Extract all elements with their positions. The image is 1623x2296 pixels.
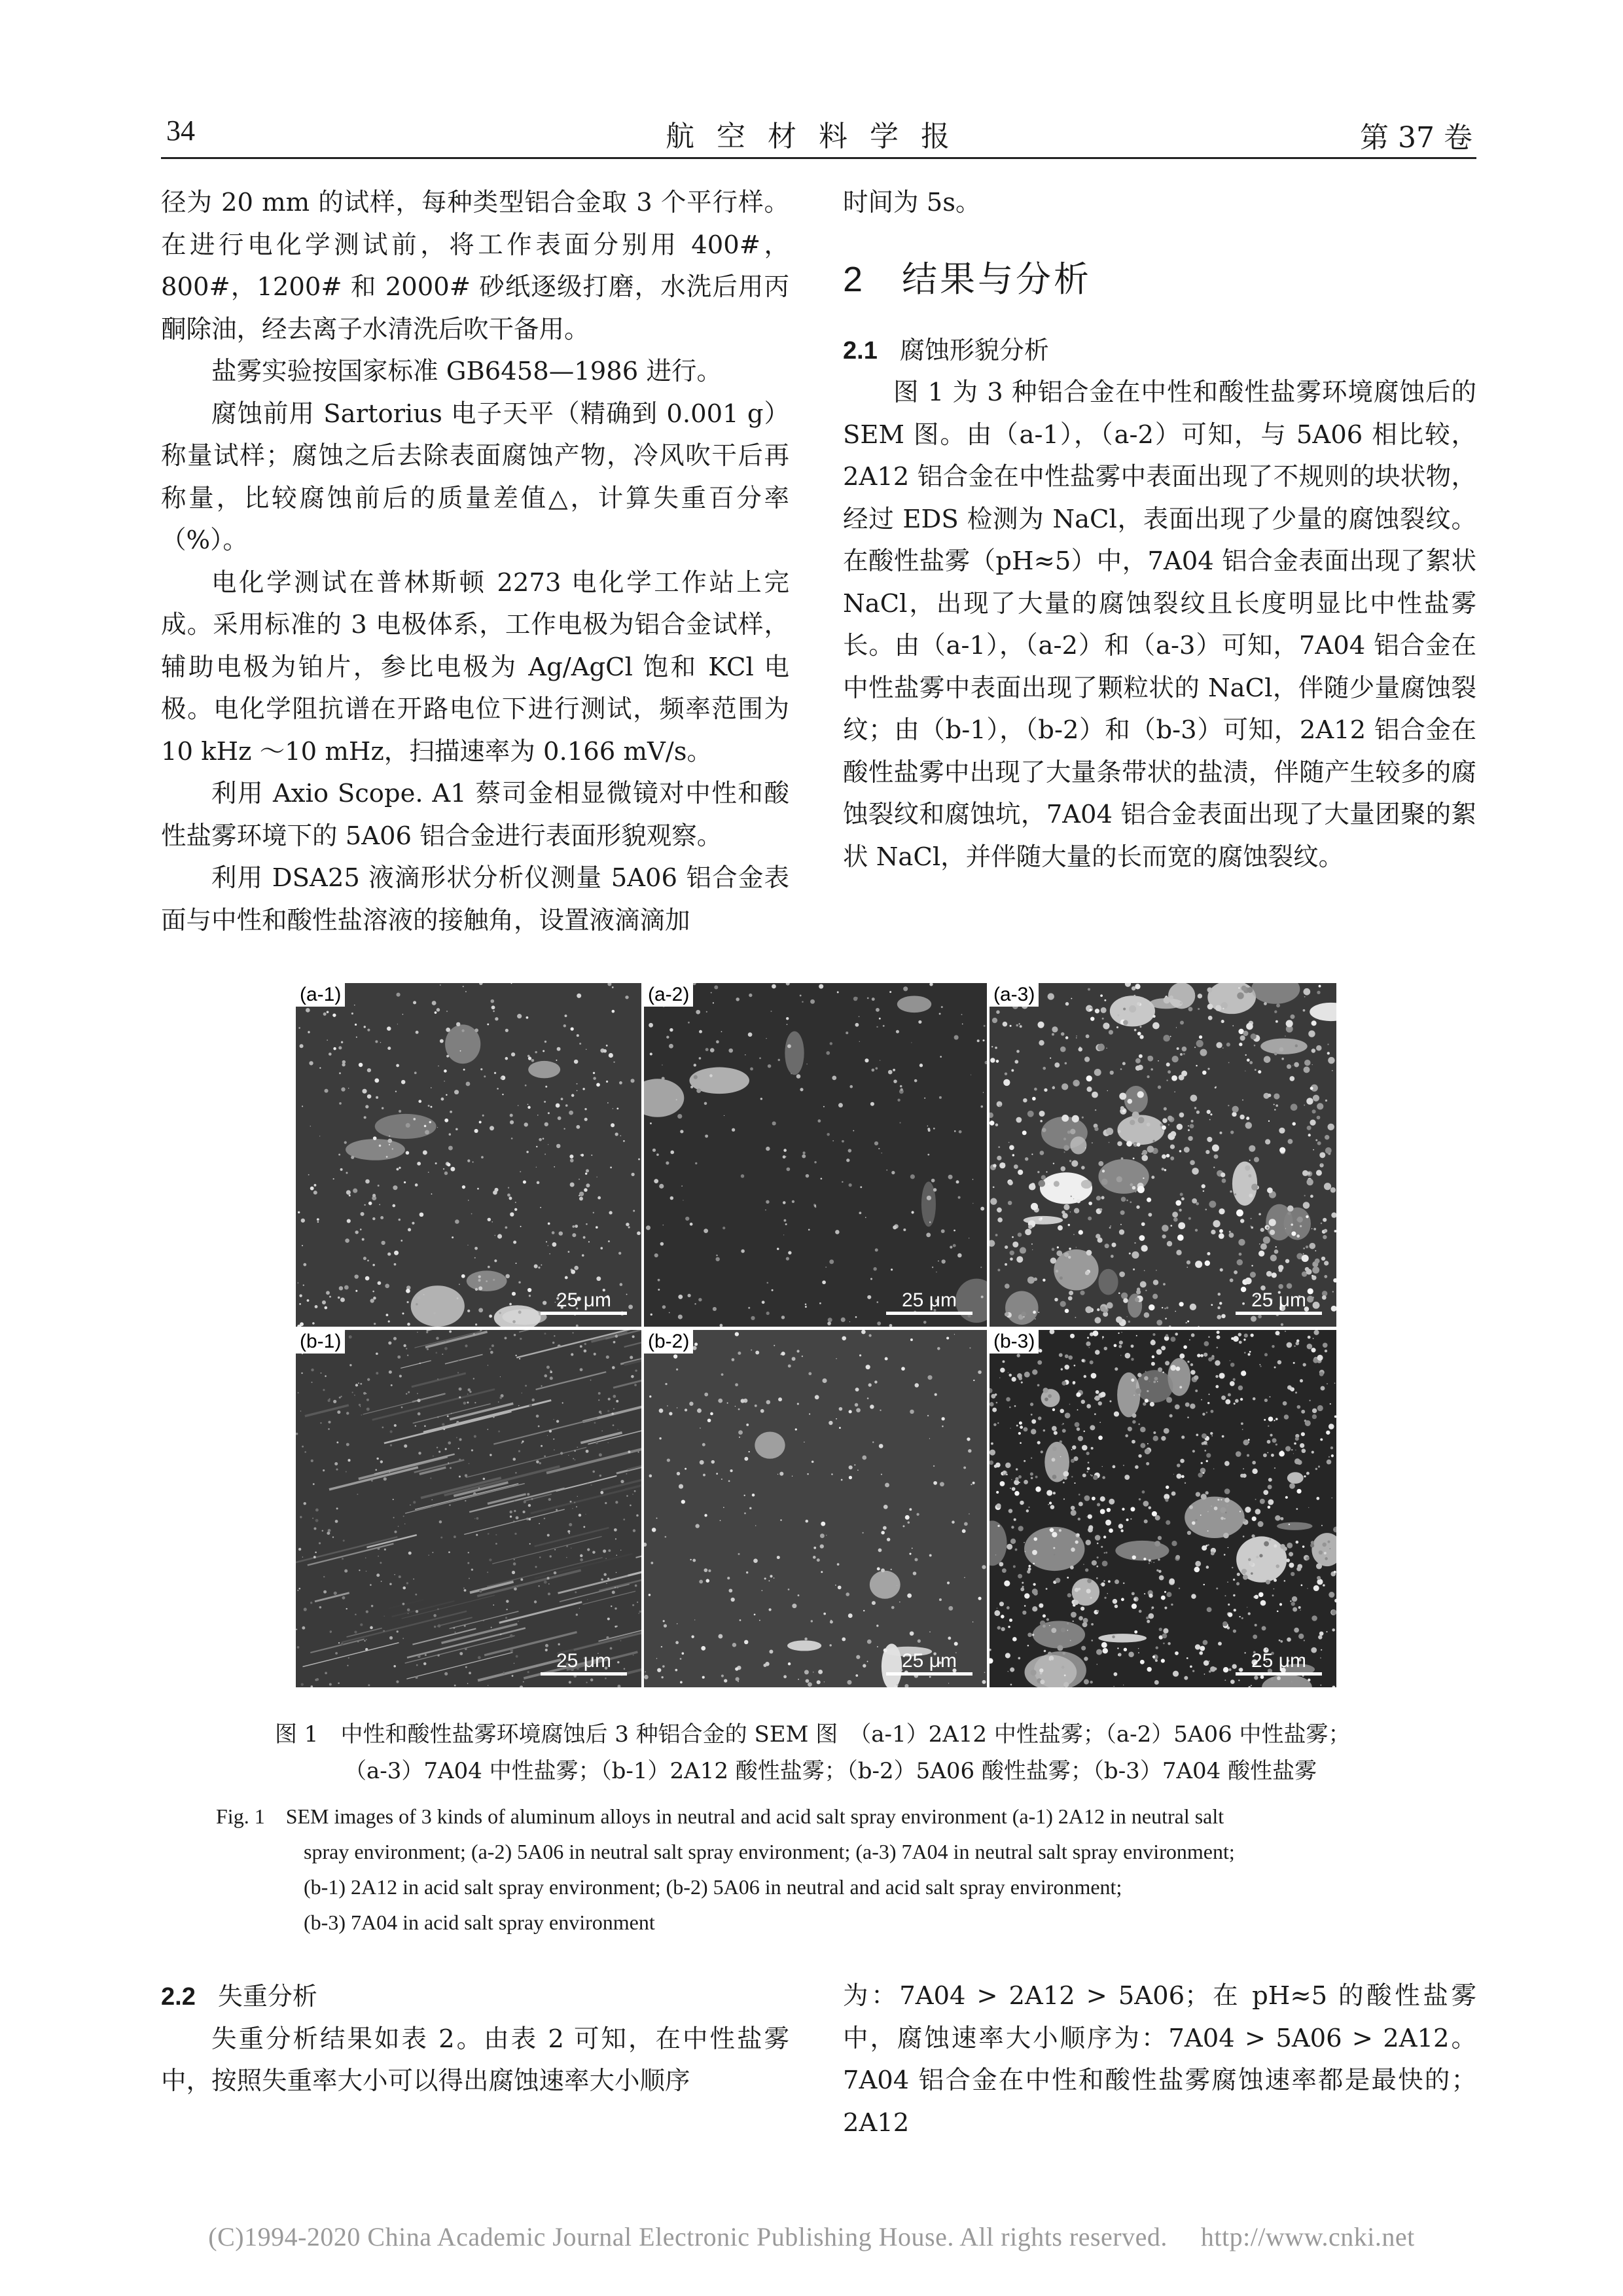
paragraph: 径为 20 mm 的试样，每种类型铝合金取 3 个平行样。在进行电化学测试前，将工作表面分别用 400#，800#，1200# 和 2000# 砂纸逐级打磨，水洗后用丙酮除油，经去离子水清洗后吹干备用。 [161,188,789,344]
page-number: 34 [166,115,195,147]
figure-caption-en [216,1799,1433,1940]
paragraph: 腐蚀前用 Sartorius 电子天平（精确到 0.001 g）称量试样；腐蚀之后去除表面腐蚀产物，冷风吹干后再称量，比较腐蚀前后的质量差值△，计算失重百分率（%）。 [161,399,789,555]
sem-panel-b1 [296,1330,641,1687]
paragraph: 电化学测试在普林斯顿 2273 电化学工作站上完成。采用标准的 3 电极体系，工作电极为铝合金试样，辅助电极为铂片，参比电极为 Ag/AgCl 饱和 KCl 电极。电化学阻抗谱在开路电位下进行测试，频率范围为 10 kHz ～10 mHz，扫描速率为 0.166 mV/s。 [161,567,789,766]
scale-bar: 25 μm [886,1650,972,1676]
scale-bar: 25 μm [541,1289,627,1315]
caption-cn-line: 图 1 中性和酸性盐雾环境腐蚀后 3 种铝合金的 SEM 图 （a-1）2A12 中性盐雾；（a-2）5A06 中性盐雾； [275,1721,1351,1748]
sem-image [644,983,987,1327]
panel-label: (a-1) [296,983,345,1007]
scale-bar: 25 μm [886,1289,972,1315]
panel-label: (a-3) [990,983,1039,1007]
subsection-number: 2.2 [161,1983,196,2011]
sem-image [296,1330,641,1687]
subsection-heading [161,1975,789,2018]
left-column-top [161,182,789,942]
section-title: 结果与分析 [902,258,1092,300]
panel-label: (b-2) [644,1330,693,1354]
paragraph: 利用 DSA25 液滴形状分析仪测量 5A06 铝合金表面与中性和酸性盐溶液的接触角，设置液滴滴加 [161,863,789,935]
subsection-heading [843,329,1476,372]
scale-bar: 25 μm [541,1650,627,1676]
paragraph: 为：7A04 > 2A12 > 5A06；在 pH≈5 的酸性盐雾中，腐蚀速率大小顺序为：7A04 > 5A06 > 2A12。7A04 铝合金在中性和酸性盐雾腐蚀速率都是最快的；2A12 [843,1981,1476,2138]
sem-figure [296,983,1336,1687]
panel-label: (a-2) [644,983,693,1007]
caption-en-line: Fig. 1 SEM images of 3 kinds of aluminum alloys in neutral and acid salt spray environment (a-1) 2A12 in neutral salt [216,1804,1224,1828]
sem-panel-a3 [990,983,1336,1327]
left-column-bottom [161,1975,789,2103]
sem-image [644,1330,987,1687]
subsection-title: 失重分析 [217,1982,317,2011]
sem-image [296,983,641,1327]
panel-label: (b-3) [990,1330,1039,1354]
section-heading [843,259,1476,300]
page-header [161,110,1476,159]
subsection-number: 2.1 [843,336,878,365]
paragraph: 失重分析结果如表 2。由表 2 可知，在中性盐雾中，按照失重率大小可以得出腐蚀速率大小顺序 [161,2024,789,2096]
paragraph: 盐雾实验按国家标准 GB6458—1986 进行。 [211,357,722,386]
caption-en-line: spray environment; (a-2) 5A06 in neutral salt spray environment; (a-3) 7A04 in neutral salt spray environment; [304,1840,1235,1863]
volume-label: 第 37 卷 [1360,121,1472,154]
sem-panel-b2 [644,1330,987,1687]
paragraph: 利用 Axio Scope. A1 蔡司金相显微镜对中性和酸性盐雾环境下的 5A06 铝合金进行表面形貌观察。 [161,779,789,851]
caption-cn-line: （a-3）7A04 中性盐雾；（b-1）2A12 酸性盐雾；（b-2）5A06 酸性盐雾；（b-3）7A04 酸性盐雾 [344,1758,1317,1784]
sem-image [990,1330,1336,1687]
paragraph: 图 1 为 3 种铝合金在中性和酸性盐雾环境腐蚀后的 SEM 图。由（a-1），（a-2）可知，与 5A06 相比较，2A12 铝合金在中性盐雾中表面出现了不规则的块状物，经过 EDS 检测为 NaCl，表面出现了少量的腐蚀裂纹。在酸性盐雾（pH≈5）中，7A04 铝合金表面出现了絮状 NaCl，出现了大量的腐蚀裂纹且长度明显比中性盐雾长。由（a-1），（a-2）和（a-3）可知，7A04 铝合金在中性盐雾中表面出现了颗粒状的 NaCl，伴随少量腐蚀裂纹；由（b-1），（b-2）和（b-3）可知，2A12 铝合金在酸性盐雾中出现了大量条带状的盐渍，伴随产生较多的腐蚀裂纹和腐蚀坑，7A04 铝合金表面出现了大量团聚的絮状 NaCl，并伴随大量的长而宽的腐蚀裂纹。 [843,378,1476,872]
right-column-bottom [843,1975,1476,2144]
sem-panel-a1 [296,983,641,1327]
scale-bar: 25 μm [1236,1289,1322,1315]
scale-bar: 25 μm [1236,1650,1322,1676]
panel-label: (b-1) [296,1330,345,1354]
right-column-top [843,182,1476,878]
sem-panel-a2 [644,983,987,1327]
section-number: 2 [843,259,866,299]
subsection-title: 腐蚀形貌分析 [899,335,1049,365]
sem-panel-b3 [990,1330,1336,1687]
journal-title: 航空材料学报 [666,120,972,153]
copyright-footer: (C)1994-2020 China Academic Journal Electronic Publishing House. All rights reserved. http://www.cnki.net [208,2222,1415,2251]
sem-image [990,983,1336,1327]
caption-en-line: (b-1) 2A12 in acid salt spray environment; (b-2) 5A06 in neutral and acid salt spray environment; [304,1875,1122,1899]
caption-en-line: (b-3) 7A04 in acid salt spray environment [304,1910,655,1934]
paragraph-continuation: 时间为 5s。 [843,188,981,217]
